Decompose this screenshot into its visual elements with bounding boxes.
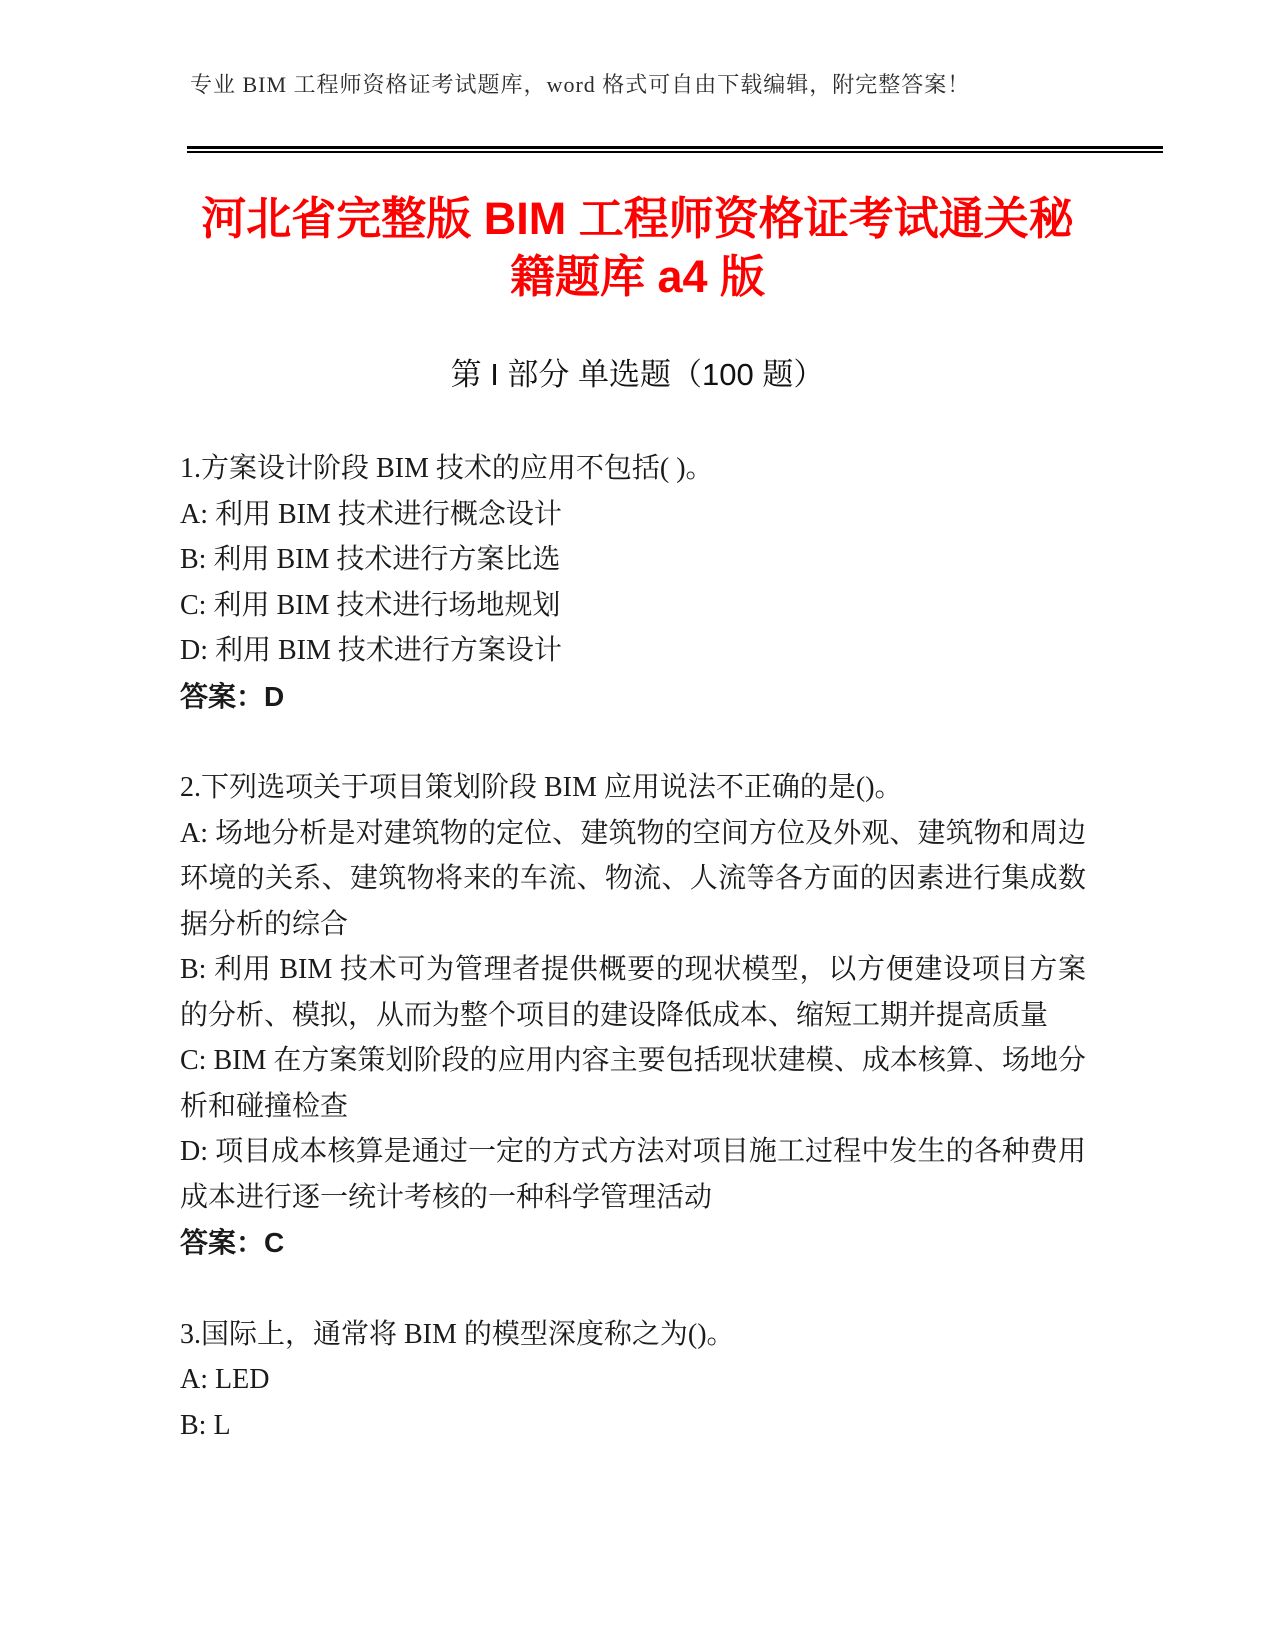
answer-line: 答案：C [180, 1227, 285, 1258]
document-title-line-1: 河北省完整版 BIM 工程师资格证考试通关秘 [201, 193, 1074, 244]
option-line: D: 利用 BIM 技术进行方案设计 [180, 635, 562, 666]
question-block-2 [180, 765, 1086, 1266]
question-stem: 2.下列选项关于项目策划阶段 BIM 应用说法不正确的是()。 [180, 772, 903, 803]
answer-line: 答案：D [180, 680, 285, 712]
option-line: A: 场地分析是对建筑物的定位、建筑物的空间方位及外观、建筑物和周边环境的关系、建筑物将来的车流、物流、人流等各方面的因素进行集成数据分析的综合 [180, 817, 1086, 940]
option-line: B: 利用 BIM 技术进行方案比选 [180, 544, 561, 575]
option-line: C: BIM 在方案策划阶段的应用内容主要包括现状建模、成本核算、场地分析和碰撞检查 [180, 1045, 1086, 1122]
option-line: D: 项目成本核算是通过一定的方式方法对项目施工过程中发生的各种费用成本进行逐一统计考核的一种科学管理活动 [180, 1136, 1086, 1213]
question-stem: 3.国际上，通常将 BIM 的模型深度称之为()。 [180, 1318, 735, 1350]
section-heading: 第 I 部分 单选题（100 题） [450, 357, 825, 392]
document-title [60, 190, 1215, 306]
header-note: 专业 BIM 工程师资格证考试题库，word 格式可自由下载编辑，附完整答案！ [190, 72, 971, 97]
option-line: A: 利用 BIM 技术进行概念设计 [180, 498, 562, 530]
option-line: C: 利用 BIM 技术进行场地规划 [180, 589, 561, 621]
question-list [180, 446, 1086, 1494]
option-line: A: LED [180, 1364, 270, 1395]
document-title-line-2: 籍题库 a4 版 [509, 251, 766, 302]
option-line: B: 利用 BIM 技术可为管理者提供概要的现状模型，以方便建设项目方案的分析、模拟，从而为整个项目的建设降低成本、缩短工期并提高质量 [180, 954, 1086, 1031]
question-block-1 [180, 446, 1086, 719]
option-line: B: L [180, 1409, 231, 1441]
header-divider [187, 146, 1163, 153]
question-stem: 1.方案设计阶段 BIM 技术的应用不包括( )。 [180, 453, 714, 484]
question-block-3 [180, 1312, 1086, 1449]
